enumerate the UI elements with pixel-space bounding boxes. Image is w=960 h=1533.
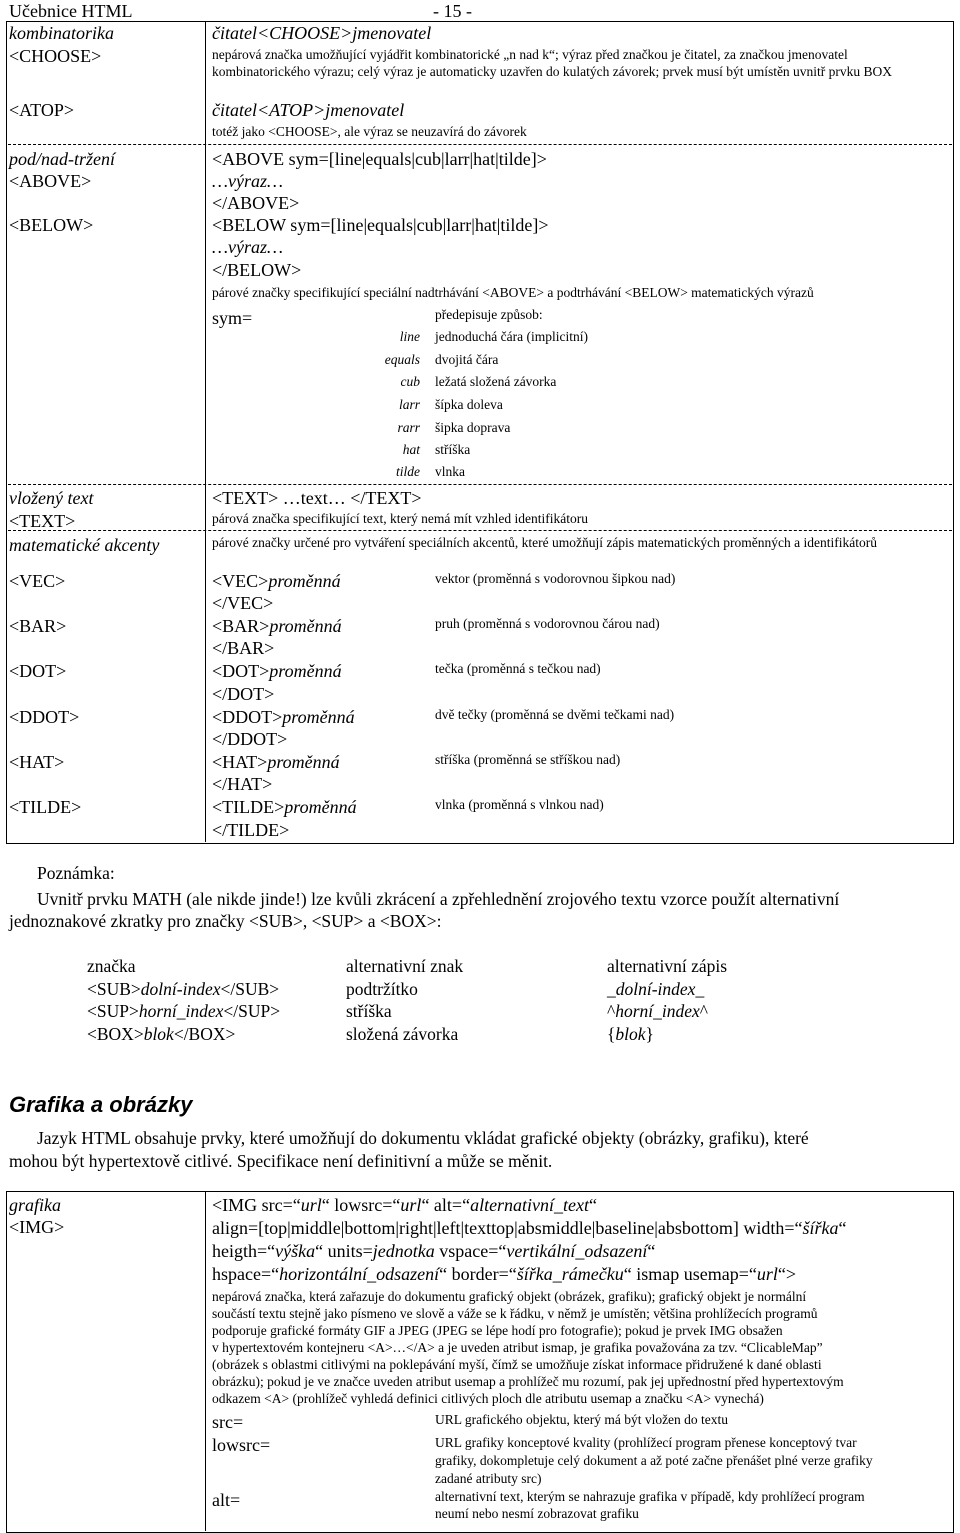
accent-syntax (212, 706, 355, 728)
choose-category: kombinatorika (9, 23, 114, 43)
shortcut-alt-form: ^horní_index^ (607, 1001, 709, 1021)
accent-syntax (212, 796, 357, 818)
accent-open: <DDOT> (212, 707, 283, 727)
alt-description-line: neumí nebo nesmí zobrazovat grafiku (435, 1506, 639, 1521)
accent-variable: proměnná (268, 571, 341, 591)
above-tag: <ABOVE> (9, 171, 92, 191)
accent-syntax (212, 570, 341, 592)
img-description-line: (obrázek s oblastmi citlivými na poklepávání myší, čímž se umožňuje získat informace přidružené k dané oblasti (212, 1357, 822, 1372)
sym-value: ležatá složená závorka (435, 374, 557, 389)
img-category: grafika (9, 1195, 61, 1215)
abovebelow-category: pod/nad-tržení (9, 149, 115, 169)
accent-variable: proměnná (282, 707, 355, 727)
lowsrc-attribute: lowsrc= (212, 1435, 271, 1455)
atop-description: totéž jako <CHOOSE>, ale výraz se neuzavírá do závorek (212, 124, 527, 139)
note-line-2: jednoznakové zkratky pro značky <SUB>, <SUP> a <BOX>: (9, 911, 442, 931)
img-syntax-line-4: hspace=“horizontální_odsazení“ border=“šířka_rámečku“ ismap usemap=“url“> (212, 1264, 797, 1284)
img-tag: <IMG> (9, 1217, 65, 1237)
img-description-line: v hypertextovém kontejneru <A>…</A> a je uveden atribut ismap, je grafika považována za tzv. “ClicableMap” (212, 1340, 823, 1355)
lowsrc-description-line: grafiky, dokompletuje celý dokument a až poté začne přenášet plné verze grafiky (435, 1453, 873, 1468)
accent-syntax (212, 751, 340, 773)
accent-open: <TILDE> (212, 797, 285, 817)
sym-key: line (399, 329, 420, 344)
accent-close: </TILDE> (212, 820, 290, 840)
choose-syntax: čitatel<CHOOSE>jmenovatel (212, 23, 432, 43)
accent-tag: <DOT> (9, 661, 67, 681)
shortcut-alt-char: stříška (346, 1001, 392, 1021)
accents-description: párové značky určené pro vytváření speciálních akcentů, které umožňují zápis matematických proměnných a identifikátorů (212, 535, 877, 550)
shortcut-alt-form: _dolní-index_ (607, 979, 705, 999)
accent-syntax (212, 615, 342, 637)
text-category: vložený text (9, 488, 94, 508)
accent-open: <DOT> (212, 661, 270, 681)
atop-syntax: čitatel<ATOP>jmenovatel (212, 100, 405, 120)
accent-syntax (212, 660, 342, 682)
choose-description: nepárová značka umožňující vyjádřit kombinatorické „n nad k“; výraz před značkou je čitatel, za značkou jmenovatel kombinatorického výrazu; celý výraz je automaticky uzavřen do kulatých závorek; prvek musí být umístěn uvnitř prvku BOX (212, 47, 893, 79)
img-description-line: součástí textu stejně jako písmeno ve slově a váže se k řádku, v němž je umístěn; většina prohlížecích programů (212, 1306, 818, 1321)
sym-value: dvojitá čára (435, 352, 499, 367)
shortcut-alt-char: složená závorka (346, 1024, 459, 1044)
below-expression: …výraz… (212, 237, 283, 257)
alt-attribute: alt= (212, 1490, 241, 1510)
sym-key: rarr (397, 420, 420, 435)
accent-close: </HAT> (212, 774, 273, 794)
accent-tag: <BAR> (9, 616, 67, 636)
sym-value: šípka doleva (435, 397, 503, 412)
row-divider (8, 144, 952, 145)
accent-variable: proměnná (269, 616, 342, 636)
accent-open: <BAR> (212, 616, 270, 636)
below-open-syntax: <BELOW sym=[line|equals|cub|larr|hat|tilde]> (212, 215, 549, 235)
choose-tag: <CHOOSE> (9, 46, 102, 66)
note-line-1: Uvnitř prvku MATH (ale nikde jinde!) lze kvůli zkrácení a zpřehlednění zrojového textu vzorce použít alternativní (37, 889, 840, 909)
shortcut-header: alternativní zápis (607, 956, 728, 976)
accent-description: tečka (proměnná s tečkou nad) (435, 661, 601, 676)
sym-intro: předepisuje způsob: (435, 307, 543, 322)
img-description-line: nepárová značka, která zařazuje do dokumentu grafický objekt (obrázek, grafiku); grafický objekt je normální (212, 1289, 807, 1304)
accent-tag: <VEC> (9, 571, 66, 591)
sym-value: šipka doprava (435, 420, 511, 435)
shortcut-alt-char: podtržítko (346, 979, 418, 999)
img-syntax-line-1: <IMG src=“url“ lowsrc=“url“ alt=“alternativní_text“ (212, 1195, 598, 1215)
accent-description: vektor (proměnná s vodorovnou šipkou nad) (435, 571, 676, 586)
alt-description-line: alternativní text, kterým se nahrazuje grafika v případě, kdy prohlížecí program (435, 1489, 865, 1504)
accent-close: </DDOT> (212, 729, 288, 749)
accent-close: </VEC> (212, 593, 274, 613)
accent-tag: <HAT> (9, 752, 65, 772)
accent-description: vlnka (proměnná s vlnkou nad) (435, 797, 604, 812)
img-syntax-line-3: heigth=“výška“ units=jednotka vspace=“vertikální_odsazení“ (212, 1241, 656, 1261)
accents-category: matematické akcenty (9, 535, 160, 555)
above-expression: …výraz… (212, 171, 283, 191)
text-description: párová značka specifikující text, který nemá mít vzhled identifikátoru (212, 511, 588, 526)
src-attribute: src= (212, 1412, 244, 1432)
above-close-syntax: </ABOVE> (212, 193, 300, 213)
abovebelow-description: párové značky specifikující speciální nadtrhávání <ABOVE> a podtrhávání <BELOW> matematických výrazů (212, 285, 814, 300)
book-title: Učebnice HTML (9, 1, 133, 21)
shortcut-tag: <SUB>dolní-index</SUB> (87, 979, 280, 999)
sym-attribute-label: sym= (212, 308, 253, 328)
section-intro-line-1: Jazyk HTML obsahuje prvky, které umožňují do dokumentu vkládat grafické objekty (obrázky, grafiku), které (37, 1128, 809, 1148)
accent-open: <VEC> (212, 571, 269, 591)
accent-variable: proměnná (269, 661, 342, 681)
img-syntax-line-2: align=[top|middle|bottom|right|left|texttop|absmiddle|baseline|absbottom] width=“šířka“ (212, 1218, 847, 1238)
below-tag: <BELOW> (9, 215, 94, 235)
accent-variable: proměnná (284, 797, 357, 817)
lowsrc-description-line: zadané atributy src) (435, 1471, 542, 1486)
sym-key: tilde (396, 464, 420, 479)
below-close-syntax: </BELOW> (212, 260, 302, 280)
accent-description: pruh (proměnná s vodorovnou čárou nad) (435, 616, 660, 631)
shortcut-alt-form: {blok} (607, 1024, 654, 1044)
above-open-syntax: <ABOVE sym=[line|equals|cub|larr|hat|tilde]> (212, 149, 547, 169)
shortcut-header: značka (87, 956, 136, 976)
accent-tag: <DDOT> (9, 707, 80, 727)
page-number: - 15 - (433, 1, 472, 21)
accent-variable: proměnná (267, 752, 340, 772)
accent-description: stříška (proměnná se stříškou nad) (435, 752, 621, 767)
src-description: URL grafického objektu, který má být vložen do textu (435, 1412, 729, 1427)
sym-key: equals (384, 352, 420, 367)
section-heading: Grafika a obrázky (9, 1092, 193, 1117)
column-divider (205, 1191, 206, 1531)
sym-key: larr (398, 397, 420, 412)
accent-description: dvě tečky (proměnná se dvěmi tečkami nad) (435, 707, 675, 722)
shortcut-header: alternativní znak (346, 956, 464, 976)
row-divider (8, 530, 952, 531)
sym-key: cub (400, 374, 420, 389)
accent-tag: <TILDE> (9, 797, 82, 817)
lowsrc-description-line: URL grafiky konceptové kvality (prohlížecí program přenese konceptový tvar (435, 1435, 857, 1450)
sym-value: stříška (435, 442, 471, 457)
accent-close: </BAR> (212, 638, 275, 658)
sym-key: hat (402, 442, 420, 457)
sym-value: vlnka (435, 464, 465, 479)
note-title: Poznámka: (37, 863, 115, 883)
section-intro-line-2: mohou být hypertextově citlivé. Specifikace není definitivní a může se měnit. (9, 1151, 553, 1171)
row-divider (8, 484, 952, 485)
img-description-line: podporuje grafické formáty GIF a JPEG (JPEG se lépe hodí pro fotografie); pokud je prvek IMG obsažen (212, 1323, 783, 1338)
shortcut-tag: <BOX>blok</BOX> (87, 1024, 236, 1044)
accent-close: </DOT> (212, 684, 275, 704)
img-description-line: odkazem <A> (prohlížeč vyhledá definici citlivých ploch dle atributu usemap a značku <A> vynechá) (212, 1391, 764, 1406)
sym-value: jednoduchá čára (implicitní) (435, 329, 588, 344)
text-syntax: <TEXT> …text… </TEXT> (212, 488, 422, 508)
atop-tag: <ATOP> (9, 100, 74, 120)
shortcut-tag: <SUP>horní_index</SUP> (87, 1001, 281, 1021)
text-tag: <TEXT> (9, 511, 76, 531)
img-description-line: obrázku); pokud je ve značce uveden atribut usemap a prohlížeč mu rozumí, pak jej upřednostní před hypertextovým (212, 1374, 844, 1389)
accent-open: <HAT> (212, 752, 268, 772)
